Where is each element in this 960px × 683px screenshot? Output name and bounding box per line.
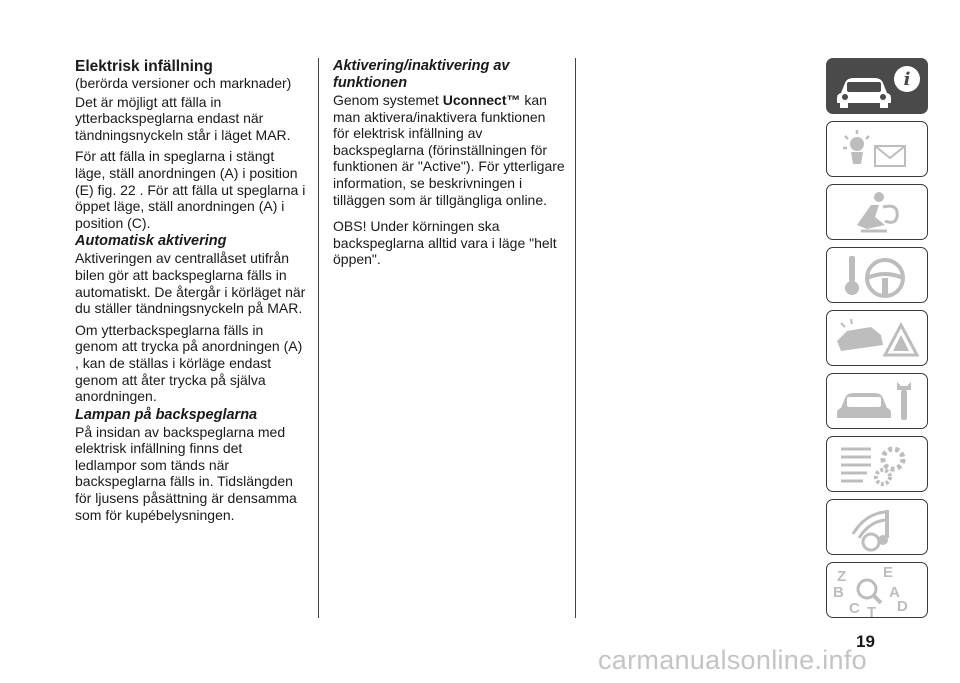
seat-airbag-icon: [827, 185, 928, 240]
paragraph: Om ytterbackspeglarna fälls in genom att trycka på anordningen (A) , kan de ställas i körläge endast genom att åter trycka på själva anordningen.: [75, 321, 303, 405]
index-letter: B: [833, 584, 844, 601]
tab-maintenance[interactable]: [826, 373, 928, 429]
index-letter: C: [849, 600, 860, 617]
page-number: 19: [856, 632, 875, 651]
tab-safety[interactable]: [826, 184, 928, 240]
paragraph: Aktiveringen av centrallåset utifrån bilen gör att backspeglarna fälls in automatiskt. De återgår i körläget när du ställer tändningsnyckeln på MAR.: [75, 250, 306, 317]
note-paragraph: OBS! Under körningen ska backspeglarna alltid vara i läge "helt öppen".: [333, 218, 557, 268]
car-info-icon: [827, 59, 928, 114]
multimedia-music-icon: [827, 500, 928, 555]
column-divider: [575, 58, 576, 618]
tab-starting-driving[interactable]: [826, 247, 928, 303]
brand-name: Uconnect™: [442, 92, 521, 108]
tab-multimedia[interactable]: [826, 499, 928, 555]
paragraph: För att fälla in speglarna i stängt läge, ställ anordningen (A) i position (E) fig. 22 . För att fälla ut speglarna i öppet läge, ställ anordningen (A) i position (C).: [75, 148, 306, 231]
key-steering-wheel-icon: [827, 248, 928, 303]
info-letter: i: [903, 69, 911, 90]
paragraph: På insidan av backspeglarna med elektrisk infällning finns det ledlampor som tänds när backspeglarna fälls in. Tidslängden för ljusens påsättning är densamma som för kupébelysningen.: [75, 423, 297, 523]
index-letter: A: [889, 584, 900, 601]
paragraph: Genom systemet Uconnect™ kan man aktivera/inaktivera funktionen för elektrisk infällning av backspeglarna (förinställningen för funktionen är "Active"). För ytterligare information, se beskrivningen i tilläggen som är tillgängliga online.: [333, 92, 565, 208]
index-letter: E: [883, 564, 894, 581]
tab-emergency[interactable]: [826, 310, 928, 366]
chapter-tabs: [826, 58, 930, 625]
index-letter: Z: [837, 568, 847, 585]
index-letter: D: [897, 598, 908, 615]
warning-lights-message-icon: [827, 122, 928, 177]
alphabetical-index-icon: [827, 563, 928, 618]
tab-warning-lights[interactable]: [826, 121, 928, 177]
section-subtitle: (berörda versioner och marknader): [75, 75, 292, 91]
tab-index[interactable]: [826, 562, 928, 618]
left-column: [75, 58, 307, 528]
watermark: carmanualsonline.info: [598, 645, 867, 675]
column-divider: [318, 58, 319, 618]
subheading-automatic-activation: Automatisk aktivering: [75, 233, 227, 250]
paragraph: Det är möjligt att fälla in ytterbackspeglarna endast när tändningsnyckeln står i läget MAR.: [75, 93, 291, 143]
index-letter: T: [867, 604, 877, 619]
car-emergency-triangle-icon: [827, 311, 928, 366]
tab-car-info[interactable]: [826, 58, 928, 114]
tab-technical-data[interactable]: [826, 436, 928, 492]
subheading-activation: Aktivering/inaktivering av funktionen: [333, 58, 510, 91]
right-column: [333, 58, 565, 273]
car-service-wrench-icon: [827, 374, 928, 429]
technical-data-gears-icon: [827, 437, 928, 492]
section-title: Elektrisk infällning: [75, 58, 213, 75]
subheading-mirror-lamp: Lampan på backspeglarna: [75, 406, 258, 423]
